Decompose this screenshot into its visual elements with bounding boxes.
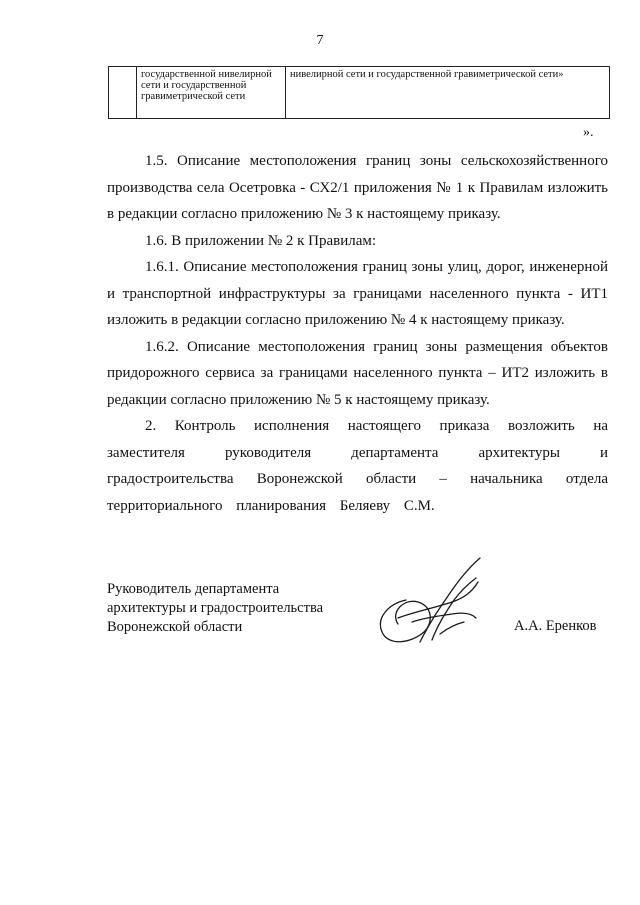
continuation-table (108, 66, 610, 119)
handwritten-signature (368, 552, 493, 657)
paragraph-1-6-2: 1.6.2. Описание местоположения границ зоны размещения объектов придорожного сервиса за границами населенного пункта – ИТ2 изложить в редакции согласно приложению № 5 к настоящему приказу. (107, 338, 608, 408)
paragraph-1-6-1: 1.6.1. Описание местоположения границ зоны улиц, дорог, инженерной и транспортной инфраструктуры за границами населенного пункта - ИТ1 изложить в редакции согласно приложению № 4 к настоящему приказу. (107, 259, 608, 328)
signatory-position (107, 580, 323, 637)
position-line-2: архитектуры и градостроительства (107, 600, 324, 616)
signer-name: А.А. Еренков (514, 618, 597, 634)
table-cell-left: государственной нивелирной сети и государственной гравиметрической сети (137, 67, 286, 119)
document-body (107, 148, 608, 519)
paragraph-1-5: 1.5. Описание местоположения границ зоны сельскохозяйственного производства села Осетровка - СХ2/1 приложения № 1 к Правилам изложить в редакции согласно приложению № 3 к настоящему приказу. (107, 153, 608, 222)
table-cell-right: нивелирной сети и государственной гравиметрической сети» (286, 67, 610, 119)
paragraph-2: 2. Контроль исполнения настоящего приказа возложить на заместителя руководителя департамента архитектуры и градостроительства Воронежской области – начальника отдела территориального планирования Беляеву С.М. (107, 418, 608, 514)
table-row (109, 67, 610, 119)
table-cell-empty (109, 67, 137, 119)
page-number: 7 (316, 33, 324, 48)
paragraph-1-6: 1.6. В приложении № 2 к Правилам: (145, 232, 377, 249)
closing-quote: ». (583, 125, 594, 140)
position-line-3: Воронежской области (107, 619, 243, 635)
position-line-1: Руководитель департамента (107, 581, 280, 597)
